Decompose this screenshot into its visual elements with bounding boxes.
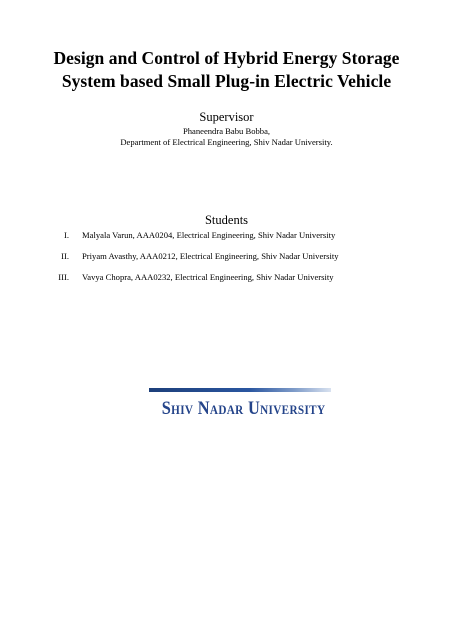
supervisor-name: Phaneendra Babu Bobba, <box>182 126 271 136</box>
title-line-1: Design and Control of Hybrid Energy Storage <box>53 48 400 68</box>
student-item <box>0 250 453 262</box>
student-item <box>0 229 453 241</box>
student-details: Vavya Chopra, AAA0232, Electrical Engineering, Shiv Nadar University <box>82 272 334 282</box>
logo-bar <box>149 388 331 392</box>
student-details: Priyam Avasthy, AAA0212, Electrical Engineering, Shiv Nadar University <box>82 251 339 261</box>
supervisor-department: Department of Electrical Engineering, Shiv Nadar University. <box>120 137 333 147</box>
logo-wordmark: Shiv Nadar University <box>161 398 326 419</box>
document-title <box>20 47 433 93</box>
student-number: III. <box>58 272 69 282</box>
students-heading: Students <box>204 213 249 227</box>
student-details: Malyala Varun, AAA0204, Electrical Engineering, Shiv Nadar University <box>82 230 336 240</box>
student-item <box>0 271 453 283</box>
title-line-2: System based Small Plug-in Electric Vehicle <box>61 71 392 91</box>
student-number: II. <box>61 251 69 261</box>
supervisor-heading: Supervisor <box>199 110 254 124</box>
student-number: I. <box>63 230 69 240</box>
university-logo <box>149 388 331 424</box>
